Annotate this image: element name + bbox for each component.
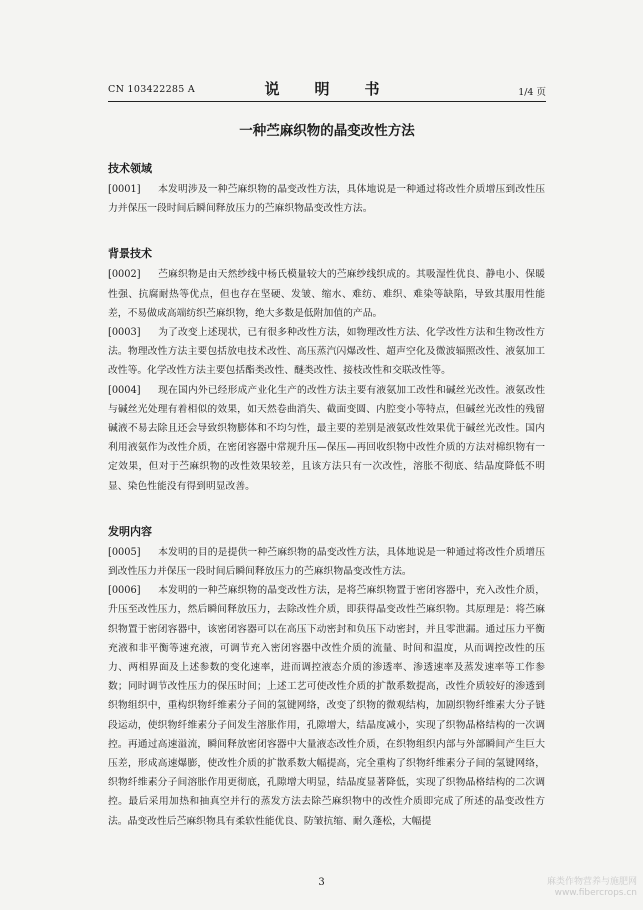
section-heading: 发明内容 bbox=[108, 524, 152, 538]
paragraph-number: [0003] bbox=[108, 327, 141, 339]
watermark bbox=[547, 877, 637, 899]
watermark-url: www.fibercrops.cn bbox=[554, 888, 637, 898]
paragraph-number: [0005] bbox=[108, 546, 141, 558]
paragraph-text: 本发明的目的是提供一种苎麻织物的晶变改性方法，具体地说是一种通过将改性介质增压到改性压力并保压一段时间后瞬间释放压力的苎麻织物晶变改性方法。 bbox=[108, 546, 545, 578]
paragraph bbox=[108, 265, 545, 323]
paragraph-text: 苎麻织物是由天然纱线中杨氏模量较大的苎麻纱线织成的。其吸湿性优良、静电小、保暖性强、抗腐耐热等优点，但也存在坚硬、发皱、缩水、难纺、难织、难染等缺陷，导致其服用性能差，不易做成高端纺织苎麻织物，绝大多数是低附加值的产品。 bbox=[108, 269, 545, 319]
page-number: 3 bbox=[318, 877, 325, 888]
section-summary bbox=[108, 523, 545, 831]
paragraph bbox=[108, 323, 545, 381]
paragraph-number: [0001] bbox=[108, 184, 141, 195]
section-heading: 技术领域 bbox=[108, 162, 152, 175]
page-count: 1/4 页 bbox=[518, 87, 546, 98]
document-header bbox=[108, 78, 546, 100]
patent-title: 一种苎麻织物的晶变改性方法 bbox=[239, 123, 415, 139]
paragraph-number: [0002] bbox=[108, 269, 141, 281]
document-body bbox=[108, 160, 545, 831]
paragraph-text: 本发明的一种苎麻织物的晶变改性方法，是将苎麻织物置于密闭容器中，充入改性介质，升压至改性压力，然后瞬间释放压力，去除改性介质，即获得晶变改性苎麻织物。其原理是：将苎麻织物置于密闭容器中，该密闭容器可以在高压下动密封和负压下动密封，并且零泄漏。通过压力平衡充液和非平衡等速充液，可调节充入密闭容器中改性介质的流量、时间和温度，从而调控改性的压力、两相界面及上述参数的变化速率，进而调控液态介质的渗透率、渗透速率及蒸发速率等工作参数；同时调节改性压力的保压时间；上述工艺可使改性介质的扩散系数提高，改性介质较好的渗透到织物组织中，重构织物纤维素分子间的氢键网络，改变了织物的微观结构，加剧织物纤维素大分子链段运动，使织物纤维素分子间发生溶胀作用，孔隙增大，结晶度减小，实现了织物晶格结构的一次调控。再通过高速溢流，瞬间释放密闭容器中大量液态改性介质，在织物组织内部与外部瞬间产生巨大压差，形成高速爆膨，使改性介质的扩散系数大幅提高，完全重构了织物纤维素分子间的氢键网络，织物纤维素分子间溶胀作用更彻底，孔隙增大明显，结晶度显著降低，实现了织物晶格结构的二次调控。最后采用加热和抽真空并行的蒸发方法去除苎麻织物中的改性介质即完成了所述的晶变改性方法。晶变改性后苎麻织物具有柔软性能优良、防皱抗缩、耐久蓬松，大幅提 bbox=[108, 585, 545, 827]
paragraph bbox=[108, 581, 545, 831]
paragraph bbox=[108, 180, 545, 218]
header-divider bbox=[108, 101, 546, 102]
watermark-site-name: 麻类作物营养与施肥网 bbox=[546, 877, 637, 887]
section-background bbox=[108, 245, 545, 495]
paragraph bbox=[108, 543, 545, 581]
section-heading: 背景技术 bbox=[108, 247, 152, 261]
document-type: 说 明 书 bbox=[264, 80, 390, 98]
patent-number: CN 103422285 A bbox=[108, 84, 196, 95]
paragraph-number: [0004] bbox=[108, 384, 141, 396]
paragraph-text: 本发明涉及一种苎麻织物的晶变改性方法，具体地说是一种通过将改性介质增压到改性压力并保压一段时间后瞬间释放压力的苎麻织物晶变改性方法。 bbox=[108, 184, 545, 215]
section-technical-field bbox=[108, 160, 545, 218]
paragraph bbox=[108, 381, 545, 496]
paragraph-text: 为了改变上述现状，已有很多种改性方法，如物理改性方法、化学改性方法和生物改性方法。物理改性方法主要包括放电技术改性、高压蒸汽闪爆改性、超声空化及微波辐照改性、液氨加工改性等。化学改性方法主要包括酯类改性、醚类改性、接枝改性和交联改性等。 bbox=[108, 327, 545, 377]
paragraph-text: 现在国内外已经形成产业化生产的改性方法主要有液氨加工改性和碱丝光改性。液氨改性与碱丝光处理有着相似的效果，如天然卷曲消失、截面变圆、内腔变小等特点，但碱丝光改性的残留碱液不易去除且还会导致织物膨体和不均匀性，最主要的差别是液氨改性效果优于碱丝光改性。国内利用液氨作为改性介质，在密闭容器中常规升压—保压—再回收织物中改性介质的方法对棉织物有一定效果，但对于苎麻织物的改性效果较差，且该方法只有一次改性，溶胀不彻底、结晶度降低不明显、染色性能没有得到明显改善。 bbox=[108, 384, 545, 492]
paragraph-number: [0006] bbox=[108, 585, 141, 597]
